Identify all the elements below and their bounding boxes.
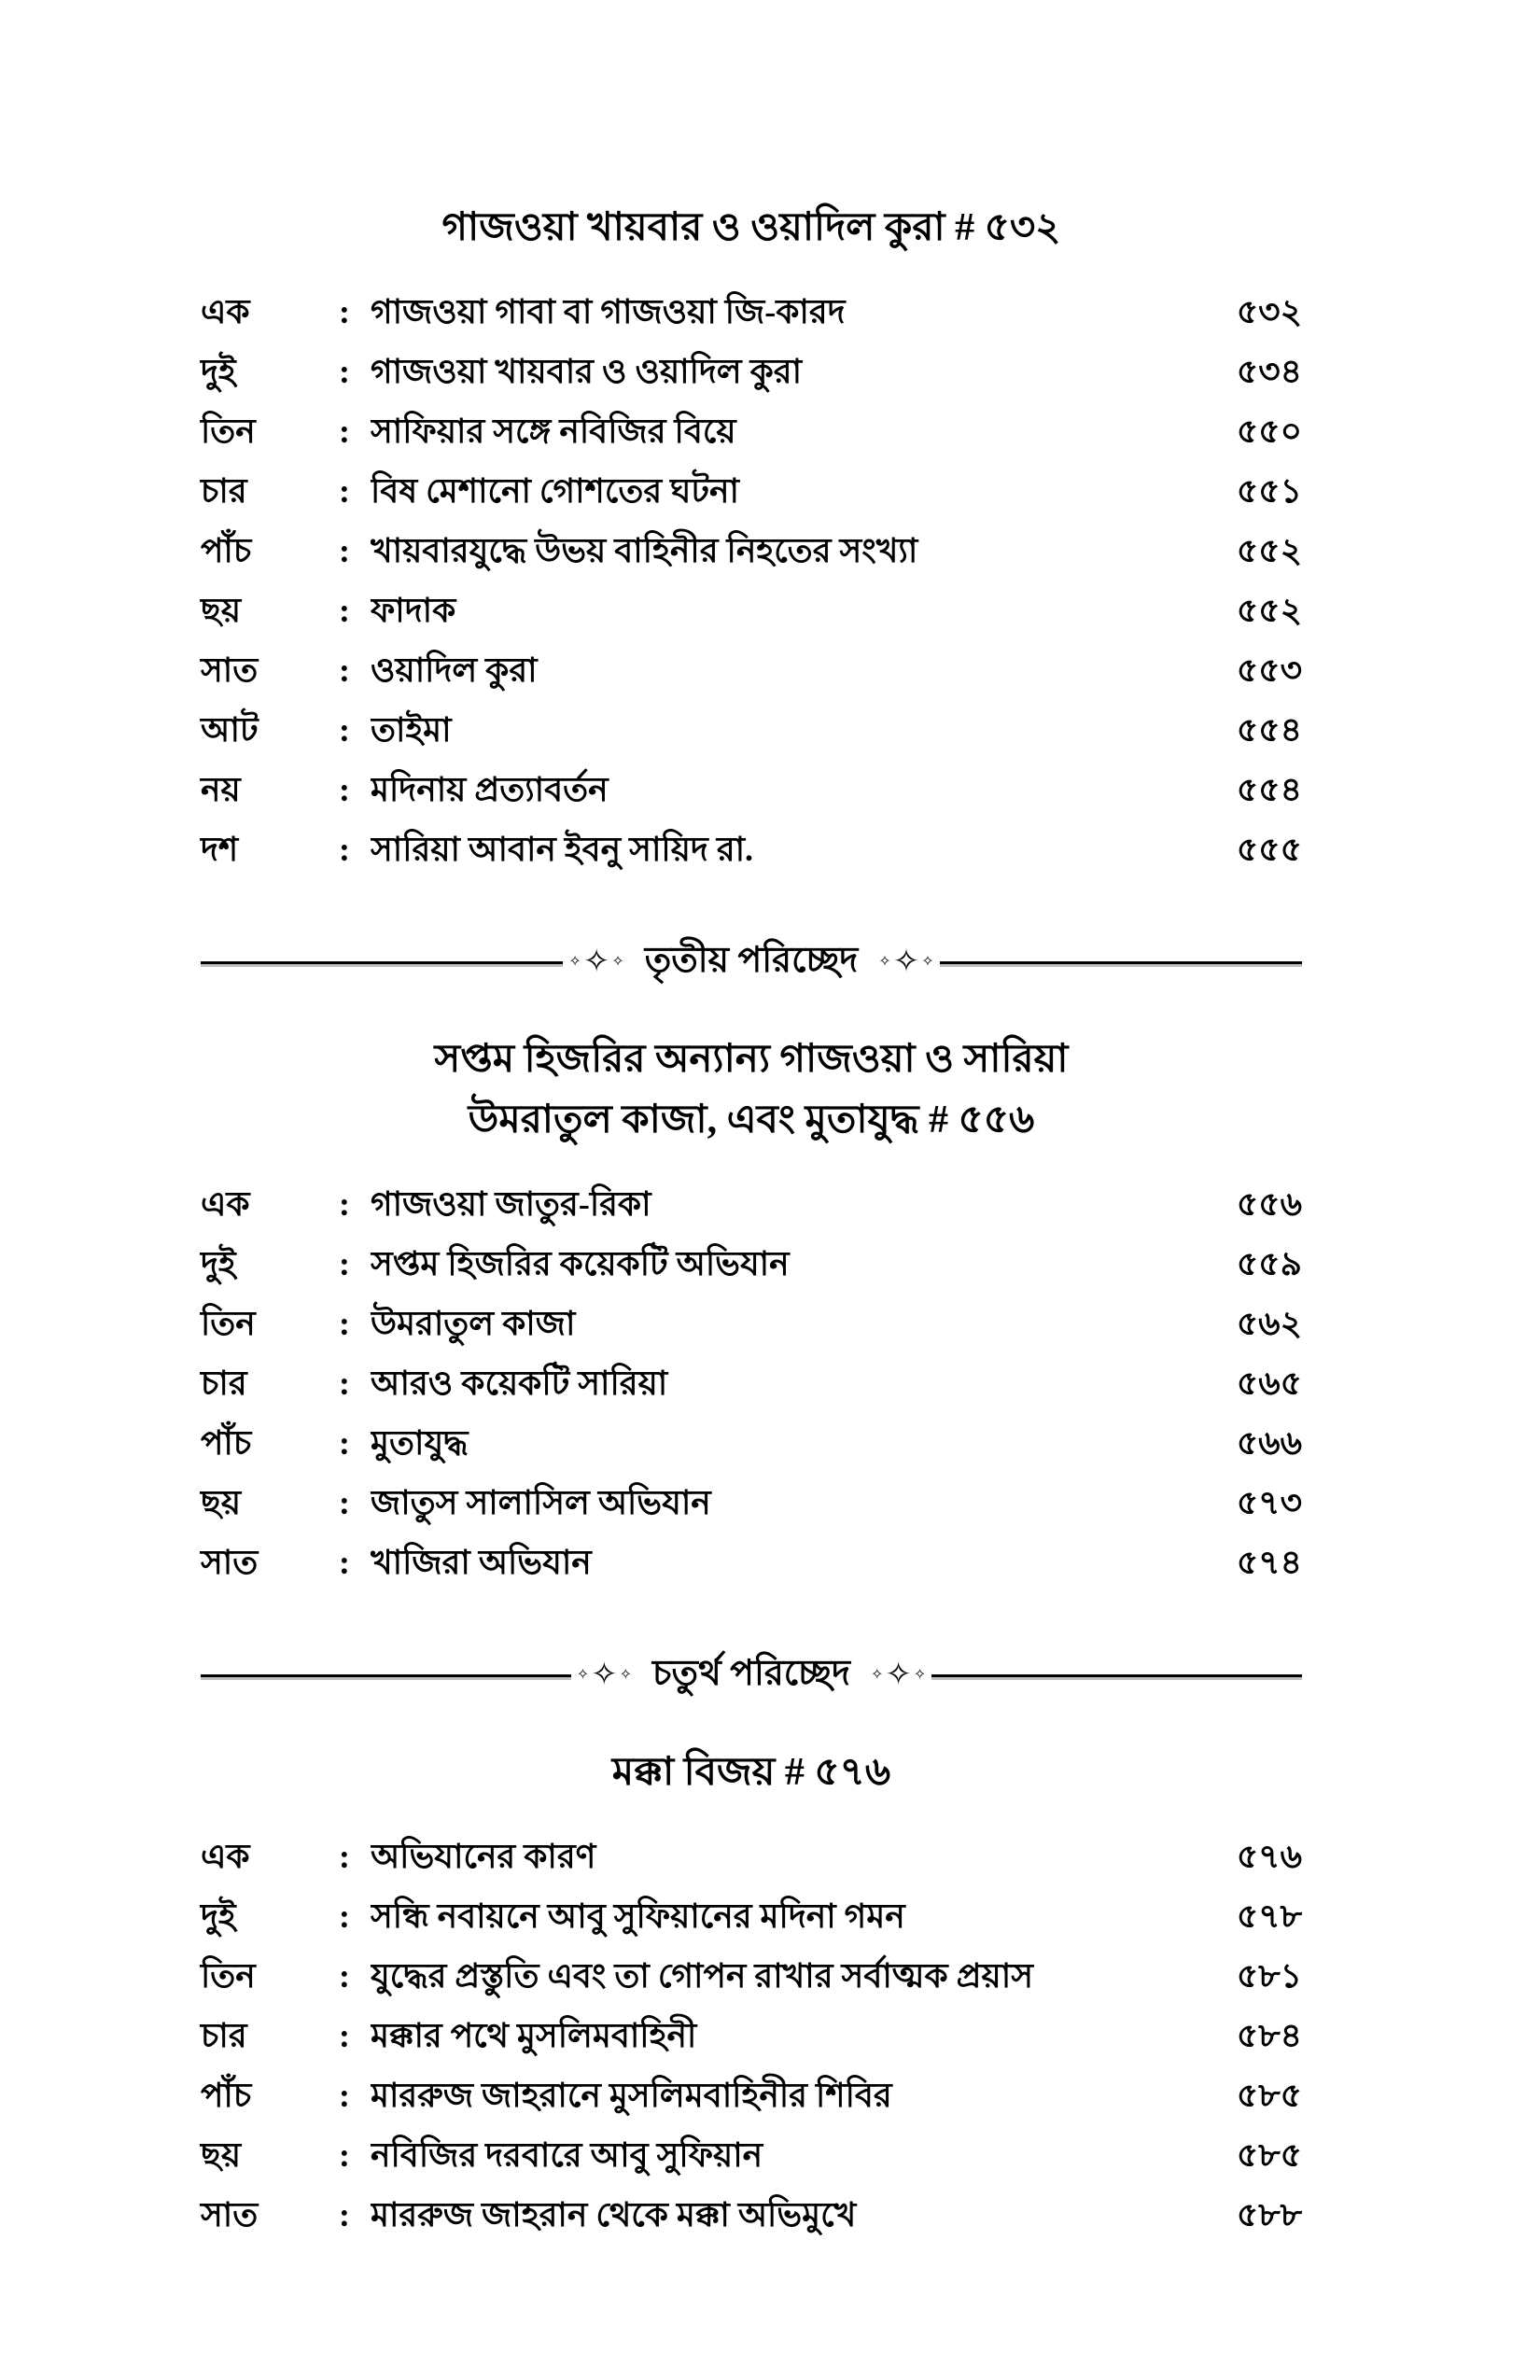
- entry-serial: সাত: [201, 1544, 259, 1582]
- entry-serial: পাঁচ: [201, 1424, 252, 1463]
- entry-serial: পাঁচ: [201, 532, 252, 570]
- toc-entry: [201, 2010, 1302, 2070]
- entry-colon: :: [339, 1957, 350, 1995]
- entry-page-number: ৫৩৪: [1236, 353, 1302, 391]
- entry-serial: তিন: [201, 413, 256, 451]
- entry-colon: :: [339, 472, 350, 511]
- entry-title: খায়বারযুদ্ধে উভয় বাহিনীর নিহতের সংখ্যা: [371, 532, 918, 570]
- toc-entry: [201, 466, 1302, 525]
- entry-colon: :: [339, 1838, 350, 1876]
- chapter-divider-label: চতুর্থ পরিচ্ছেদ: [652, 1654, 850, 1694]
- entry-serial: এক: [201, 1838, 250, 1876]
- entry-title: সন্ধি নবায়নে আবু সুফিয়ানের মদিনা গমন: [371, 1897, 905, 1936]
- entry-title: মুতাযুদ্ধ: [371, 1424, 469, 1463]
- toc-entries: [201, 1831, 1302, 2249]
- entry-serial: চার: [201, 2017, 247, 2055]
- entry-colon: :: [339, 592, 350, 630]
- toc-entry: [201, 1418, 1302, 1477]
- section-heading-line: গাজওয়া খায়বার ও ওয়াদিল কুরা # ৫৩২: [441, 206, 1061, 249]
- entry-title: সারিয়া আবান ইবনু সায়িদ রা.: [371, 831, 754, 869]
- entry-page-number: ৫৬২: [1236, 1305, 1302, 1343]
- entry-colon: :: [339, 293, 350, 331]
- toc-entry: [201, 1477, 1302, 1537]
- entry-serial: এক: [201, 293, 250, 331]
- entry-serial: এক: [201, 1185, 250, 1224]
- toc-entry: [201, 764, 1302, 824]
- entry-title: যুদ্ধের প্রস্তুতি এবং তা গোপন রাখার সর্বাত্মক প্রয়াস: [371, 1957, 1033, 1995]
- chapter-divider: [201, 1645, 1302, 1705]
- entry-page-number: ৫৭৬: [1236, 1838, 1302, 1876]
- entry-colon: :: [339, 831, 350, 869]
- toc-entry: [201, 287, 1302, 346]
- entry-title: তাইমা: [371, 711, 452, 749]
- entry-page-number: ৫৮৫: [1236, 2136, 1302, 2175]
- entry-title: জাতুস সালাসিল অভিযান: [371, 1484, 711, 1522]
- entry-colon: :: [339, 353, 350, 391]
- toc-entry: [201, 1179, 1302, 1239]
- divider-rule-right: [940, 961, 1302, 964]
- entry-colon: :: [339, 2017, 350, 2055]
- entry-colon: :: [339, 711, 350, 749]
- entry-title: উমরাতুল কাজা: [371, 1305, 576, 1343]
- entry-page-number: ৫৮৫: [1236, 2077, 1302, 2115]
- entry-serial: চার: [201, 472, 247, 511]
- section-heading-line: মক্কা বিজয় # ৫৭৬: [611, 1751, 891, 1795]
- entry-title: মদিনায় প্রত্যাবর্তন: [371, 771, 609, 809]
- entry-page-number: ৫৫০: [1236, 413, 1302, 451]
- entry-serial: আট: [201, 711, 259, 749]
- entry-serial: ছয়: [201, 2136, 242, 2175]
- entry-title: অভিযানের কারণ: [371, 1838, 596, 1876]
- divider-ornament-right: [871, 1659, 926, 1691]
- entry-colon: :: [339, 771, 350, 809]
- entry-colon: :: [339, 532, 350, 570]
- divider-ornament-right: [878, 946, 933, 978]
- diamond-icon: ✧: [885, 1658, 912, 1693]
- entry-title: গাজওয়া গাবা বা গাজওয়া জি-কারদ: [371, 293, 846, 331]
- diamond-icon: ✧: [892, 945, 920, 980]
- entry-colon: :: [339, 1484, 350, 1522]
- entry-serial: দশ: [201, 831, 239, 869]
- entry-colon: :: [339, 413, 350, 451]
- entry-serial: সাত: [201, 651, 259, 690]
- entry-serial: নয়: [201, 771, 241, 809]
- entry-title: বিষ মেশানো গোশতের ঘটনা: [371, 472, 739, 511]
- entry-page-number: ৫৫৬: [1236, 1185, 1302, 1224]
- entry-page-number: ৫৫৩: [1236, 651, 1302, 690]
- entry-colon: :: [339, 2136, 350, 2175]
- entry-page-number: ৫৮১: [1236, 1957, 1302, 1995]
- toc-entries: [201, 1179, 1302, 1597]
- entry-serial: দুই: [201, 353, 236, 391]
- entry-colon: :: [339, 1544, 350, 1582]
- entry-serial: ছয়: [201, 592, 242, 630]
- toc-entry: [201, 1831, 1302, 1891]
- entry-serial: ছয়: [201, 1484, 242, 1522]
- toc-entry: [201, 2190, 1302, 2249]
- divider-ornament-left: [568, 946, 623, 978]
- entry-colon: :: [339, 1365, 350, 1403]
- diamond-icon: ✧: [619, 1667, 633, 1684]
- diamond-icon: ✧: [921, 954, 934, 971]
- entry-serial: চার: [201, 1365, 247, 1403]
- entry-page-number: ৫৫১: [1236, 472, 1302, 511]
- entry-serial: দুই: [201, 1245, 236, 1283]
- divider-rule-left: [201, 961, 563, 964]
- entry-colon: :: [339, 1305, 350, 1343]
- entry-page-number: ৫৮৪: [1236, 2017, 1302, 2055]
- entry-title: সাফিয়ার সঙ্গে নবিজির বিয়ে: [371, 413, 736, 451]
- entry-serial: তিন: [201, 1305, 256, 1343]
- entry-serial: সাত: [201, 2196, 259, 2234]
- diamond-icon: ✧: [576, 1667, 590, 1684]
- section-heading: [201, 198, 1302, 259]
- diamond-icon: ✧: [582, 945, 610, 980]
- entry-page-number: ৫৩২: [1236, 293, 1302, 331]
- entry-page-number: ৫৭৩: [1236, 1484, 1302, 1522]
- entry-colon: :: [339, 2077, 350, 2115]
- entry-serial: দুই: [201, 1897, 236, 1936]
- entry-page-number: ৫৬৬: [1236, 1424, 1302, 1463]
- divider-rule-left: [201, 1674, 571, 1677]
- entry-page-number: ৫৭৪: [1236, 1544, 1302, 1582]
- entry-title: মক্কার পথে মুসলিমবাহিনী: [371, 2017, 697, 2055]
- entry-colon: :: [339, 651, 350, 690]
- entry-title: মাররুজ জাহরানে মুসলিমবাহিনীর শিবির: [371, 2077, 892, 2115]
- toc-entry: [201, 1239, 1302, 1298]
- entry-page-number: ৫৫৪: [1236, 771, 1302, 809]
- toc-section: [201, 198, 1302, 884]
- divider-rule-right: [931, 1674, 1302, 1677]
- diamond-icon: ✧: [591, 1658, 618, 1693]
- diamond-icon: ✧: [913, 1667, 927, 1684]
- section-heading: [201, 1743, 1302, 1803]
- entry-title: নবিজির দরবারে আবু সুফিয়ান: [371, 2136, 763, 2175]
- entry-serial: তিন: [201, 1957, 256, 1995]
- section-heading-line: উমরাতুল কাজা, এবং মুতাযুদ্ধ # ৫৫৬: [468, 1099, 1035, 1142]
- toc-entry: [201, 1537, 1302, 1597]
- entry-title: আরও কয়েকটি সারিয়া: [371, 1365, 668, 1403]
- entry-colon: :: [339, 1897, 350, 1936]
- entry-title: সপ্তম হিজরির কয়েকটি অভিযান: [371, 1245, 790, 1283]
- toc-entry: [201, 1951, 1302, 2010]
- entry-title: ওয়াদিল কুরা: [371, 651, 538, 690]
- entry-page-number: ৫৬৫: [1236, 1365, 1302, 1403]
- entry-page-number: ৫৫৫: [1236, 831, 1302, 869]
- toc-section: [201, 1645, 1302, 2249]
- section-heading: [201, 1029, 1302, 1151]
- toc-entry: [201, 2130, 1302, 2190]
- entry-colon: :: [339, 1185, 350, 1224]
- toc-entry: [201, 2070, 1302, 2130]
- entry-colon: :: [339, 1245, 350, 1283]
- diamond-icon: ✧: [568, 954, 581, 971]
- entry-page-number: ৫৫২: [1236, 532, 1302, 570]
- entry-title: গাজওয়া খায়বার ও ওয়াদিল কুরা: [371, 353, 803, 391]
- entry-title: খাজিরা অভিযান: [371, 1544, 592, 1582]
- toc-entry: [201, 525, 1302, 585]
- toc-entry: [201, 824, 1302, 884]
- toc-entries: [201, 287, 1302, 884]
- entry-title: মাররুজ জাহরান থেকে মক্কা অভিমুখে: [371, 2196, 857, 2234]
- toc-sections: [201, 198, 1302, 2249]
- diamond-icon: ✧: [878, 954, 891, 971]
- toc-entry: [201, 705, 1302, 764]
- toc-entry: [201, 1298, 1302, 1358]
- entry-page-number: ৫৮৮: [1236, 2196, 1302, 2234]
- toc-entry: [201, 585, 1302, 645]
- entry-title: গাজওয়া জাতুর-রিকা: [371, 1185, 651, 1224]
- toc-section: [201, 932, 1302, 1597]
- entry-title: ফাদাক: [371, 592, 456, 630]
- entry-page-number: ৫৭৮: [1236, 1897, 1302, 1936]
- diamond-icon: ✧: [870, 1667, 884, 1684]
- chapter-divider-label: তৃতীয় পরিচ্ছেদ: [644, 941, 859, 981]
- section-heading-line: সপ্তম হিজরির অন্যান্য গাজওয়া ও সারিয়া: [434, 1038, 1069, 1082]
- toc-entry: [201, 1358, 1302, 1418]
- entry-serial: পাঁচ: [201, 2077, 252, 2115]
- toc-entry: [201, 406, 1302, 466]
- toc-entry: [201, 1891, 1302, 1951]
- diamond-icon: ✧: [611, 954, 624, 971]
- entry-page-number: ৫৫৯: [1236, 1245, 1302, 1283]
- entry-page-number: ৫৫৪: [1236, 711, 1302, 749]
- toc-entry: [201, 346, 1302, 406]
- entry-page-number: ৫৫২: [1236, 592, 1302, 630]
- divider-ornament-left: [577, 1659, 632, 1691]
- chapter-divider: [201, 932, 1302, 992]
- toc-entry: [201, 645, 1302, 705]
- entry-colon: :: [339, 2196, 350, 2234]
- entry-colon: :: [339, 1424, 350, 1463]
